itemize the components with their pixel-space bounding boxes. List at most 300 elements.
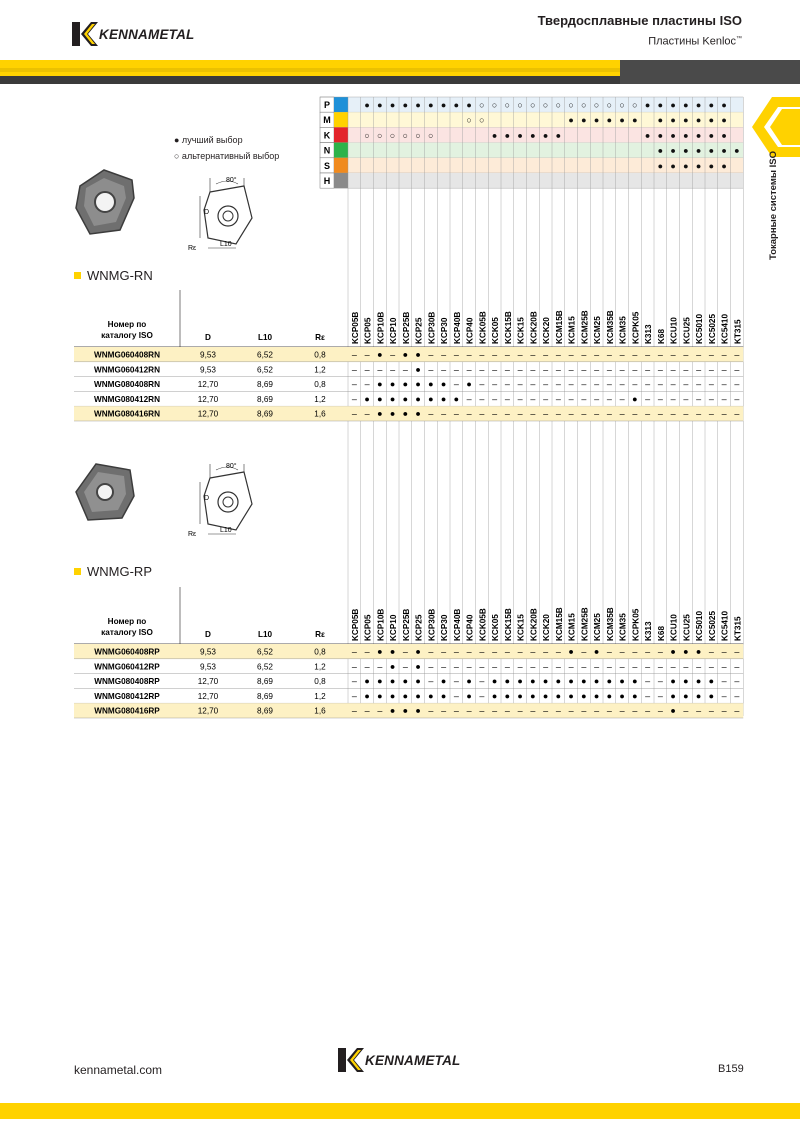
material-mark: ● [670,160,676,171]
grade-mark: – [594,408,600,419]
grade-mark: ● [402,379,409,390]
grade-mark: – [504,349,510,360]
grade-mark: ● [364,690,370,701]
material-mark: ● [695,100,702,110]
material-color-K [334,127,348,142]
grade-header-KCK05B: KCK05B [478,608,488,641]
grade-mark: – [504,393,510,404]
grade-mark: ● [606,676,613,687]
grade-header-KCM25B: KCM25B [580,310,590,344]
material-mark: ● [657,130,664,141]
page-subtitle: Пластины Kenloc™ [648,35,742,48]
grade-mark: ● [402,705,409,716]
material-mark: ● [708,160,715,171]
grade-mark: – [364,349,370,360]
grade-mark: – [657,393,663,404]
grade-mark: – [696,379,702,390]
grade-mark: – [453,646,459,657]
catalog-number: WNMG080412RP [94,691,160,701]
grade-mark: – [441,364,447,375]
grade-mark: ● [504,690,511,701]
grade-header-KCP10: KCP10 [389,317,399,344]
angle-label: 80° [226,463,237,470]
grade-mark: – [683,705,689,716]
kennametal-k-icon [338,1048,364,1072]
grade-mark: – [453,705,459,716]
grade-mark: – [555,393,561,404]
footer-url[interactable]: kennametal.com [74,1063,163,1077]
grade-mark: – [568,661,574,672]
grade-mark: – [708,408,714,419]
grade-mark: – [683,349,689,360]
grade-header-KCM15B: KCM15B [554,607,564,641]
grade-mark: – [568,364,574,375]
grade-mark: ● [593,646,600,657]
grade-mark: ● [453,393,460,404]
grade-mark: – [453,364,459,375]
grade-mark: – [657,379,663,390]
grade-header-KCU25: KCU25 [682,317,692,344]
grade-mark: ● [491,690,498,701]
grade-mark: ● [466,379,472,390]
grade-mark: – [428,408,434,419]
grade-mark: – [645,676,651,687]
grade-mark: – [351,379,357,390]
l10-value: 6,52 [257,647,273,657]
grade-mark: ● [415,661,421,672]
grade-header-KC5410: KC5410 [720,610,730,641]
grade-mark: – [453,676,459,687]
l10-value: 8,69 [257,409,273,419]
grade-mark: – [517,349,523,360]
grade-mark: – [402,364,408,375]
grade-mark: – [721,676,727,687]
grade-mark: – [670,364,676,375]
grade-header-KCM35: KCM35 [618,613,628,641]
grade-mark: – [364,408,370,419]
material-color-N [334,143,348,158]
grade-header-K313: K313 [644,621,654,641]
grade-mark: – [453,408,459,419]
grade-header-KCPK05: KCPK05 [631,608,641,641]
grade-header-KCP10B: KCP10B [376,608,386,641]
grade-mark: – [530,393,536,404]
l10-value: 6,52 [257,365,273,375]
material-color-P [334,97,348,112]
grade-mark: – [351,676,357,687]
grade-mark: – [632,661,638,672]
grade-mark: – [645,661,651,672]
l10-label: L10 [220,241,232,248]
grade-header-KCK20: KCK20 [542,317,552,344]
grade-mark: ● [670,646,676,657]
catalog-number: WNMG060408RP [94,647,160,657]
grade-mark: – [581,408,587,419]
grade-mark: – [721,349,727,360]
material-label-N: N [323,145,331,156]
grade-mark: – [504,364,510,375]
grade-header-KCM35B: KCM35B [605,310,615,344]
material-mark: ● [555,130,562,141]
material-mark: ● [491,130,498,141]
grade-header-KCK15B: KCK15B [503,608,513,641]
grade-mark: – [555,349,561,360]
re-value: 0,8 [314,380,326,390]
grade-mark: ● [683,690,689,701]
grade-mark: – [734,676,740,687]
material-mark: ● [542,130,549,141]
grade-mark: – [466,364,472,375]
grade-mark: – [721,379,727,390]
grade-mark: – [645,646,651,657]
material-label-H: H [323,176,331,186]
grade-mark: ● [619,690,625,701]
grade-mark: ● [593,676,600,687]
grade-mark: – [594,349,600,360]
grade-mark: – [517,393,523,404]
material-mark: ● [377,100,383,110]
grade-mark: ● [415,379,421,390]
material-mark: ● [695,115,702,126]
grade-header-KCM25: KCM25 [593,316,603,344]
material-mark: ● [695,130,702,141]
grade-mark: – [492,349,498,360]
grade-mark: – [670,408,676,419]
grade-mark: – [466,646,472,657]
grade-header-KCU25: KCU25 [682,614,692,641]
grade-mark: – [619,393,625,404]
material-mark: ● [708,100,715,110]
grade-mark: – [581,393,587,404]
grade-mark: ● [670,705,676,716]
grade-header-KCP05B: KCP05B [350,608,360,641]
catalog-number: WNMG080416RN [94,409,160,419]
grade-mark: ● [389,379,396,390]
grade-mark: – [619,364,625,375]
grade-mark: – [594,379,600,390]
grade-mark: – [657,705,663,716]
grade-mark: ● [632,690,638,701]
grade-header-KCK15: KCK15 [516,614,526,641]
grade-mark: – [351,646,357,657]
material-mark: ○ [364,130,370,141]
grade-mark: – [555,661,561,672]
material-mark: ● [670,115,676,126]
d-label: D [204,495,210,502]
grade-header-KCP40: KCP40 [465,614,475,641]
grade-mark: ● [389,705,396,716]
grade-mark: ● [389,393,396,404]
d-value: 12,70 [197,677,219,687]
grade-mark: – [581,661,587,672]
grade-header-KCP40B: KCP40B [452,311,462,344]
grade-mark: – [453,379,459,390]
grade-mark: – [555,705,561,716]
grade-mark: – [657,364,663,375]
grade-mark: – [517,661,523,672]
grade-mark: – [606,408,612,419]
material-mark: ● [721,130,727,141]
grade-mark: ● [377,408,383,419]
grade-mark: – [632,364,638,375]
grade-mark: ● [542,690,549,701]
grade-mark: – [504,646,510,657]
grade-mark: ● [517,676,523,687]
grade-mark: – [670,379,676,390]
catalog-number: WNMG080412RN [94,394,160,404]
grade-header-KC5025: KC5025 [707,610,717,641]
material-mark: ● [389,100,396,110]
grade-header-KCM15: KCM15 [567,613,577,641]
grade-header-K68: K68 [656,625,666,641]
material-mark: ● [657,115,664,126]
material-mark: ● [683,115,689,126]
material-label-P: P [323,100,331,110]
grade-header-KCK15: KCK15 [516,317,526,344]
l10-value: 8,69 [257,394,273,404]
material-mark: ● [708,145,715,156]
grade-mark: – [632,379,638,390]
grade-header-KCK20B: KCK20B [529,311,539,344]
grade-mark: – [683,408,689,419]
grade-mark: – [721,408,727,419]
catalog-number: WNMG060408RN [94,350,160,360]
grade-mark: – [568,379,574,390]
grade-mark: ● [402,393,409,404]
grade-header-KCP30B: KCP30B [427,608,437,641]
grade-mark: – [504,661,510,672]
material-mark: ● [606,115,613,126]
grade-mark: – [479,661,485,672]
grade-mark: – [453,349,459,360]
material-mark: ● [721,160,727,171]
re-value: 1,2 [314,691,326,701]
grade-mark: – [351,364,357,375]
grade-mark: – [530,705,536,716]
side-tab-label: Токарные системы ISO [768,151,779,260]
grade-mark: – [530,661,536,672]
grade-mark: ● [402,676,409,687]
grade-header-KT315: KT315 [733,319,743,344]
grade-mark: – [594,393,600,404]
re-value: 0,8 [314,677,326,687]
grade-mark: – [708,364,714,375]
material-mark: ● [683,100,689,110]
grade-mark: – [428,646,434,657]
grade-mark: – [479,393,485,404]
grade-header-K313: K313 [644,324,654,344]
grade-mark: – [466,349,472,360]
material-mark: ○ [479,100,485,110]
grade-mark: – [708,705,714,716]
grade-mark: ● [568,676,574,687]
grade-mark: – [632,349,638,360]
grade-header-KT315: KT315 [733,616,743,641]
material-mark: ○ [377,130,383,141]
grade-mark: – [581,364,587,375]
grade-mark: – [606,646,612,657]
grade-mark: – [428,676,434,687]
grade-mark: ● [415,646,421,657]
material-mark: ● [517,130,523,141]
grade-header-KCM15B: KCM15B [554,310,564,344]
re-label: Rε [188,245,197,252]
material-mark: ● [619,115,625,126]
grade-mark: – [619,661,625,672]
grade-header-KC5025: KC5025 [707,313,717,344]
grade-header-KC5010: KC5010 [695,313,705,344]
grade-mark: – [619,408,625,419]
grade-mark: – [683,379,689,390]
grade-mark: – [492,705,498,716]
grade-mark: – [453,690,459,701]
catalog-number: WNMG080416RP [94,706,160,716]
col-header-re: Rε [315,333,325,342]
grade-mark: ● [415,690,421,701]
grade-mark: – [402,661,408,672]
grade-mark: ● [402,690,409,701]
material-mark: ● [593,115,600,126]
grade-mark: ● [389,408,396,419]
l10-value: 8,69 [257,706,273,716]
grade-mark: ● [440,393,447,404]
grade-mark: – [696,661,702,672]
d-value: 9,53 [200,365,216,375]
d-value: 12,70 [197,380,219,390]
material-mark: ○ [593,100,600,110]
grade-mark: – [504,379,510,390]
grade-mark: ● [389,690,396,701]
grade-mark: – [555,408,561,419]
d-label: D [204,209,210,216]
grade-mark: ● [440,379,447,390]
grade-mark: ● [581,676,587,687]
grade-mark: – [670,393,676,404]
grade-mark: – [479,408,485,419]
material-mark: ● [695,160,702,171]
grade-mark: – [428,705,434,716]
d-value: 12,70 [197,706,219,716]
grade-mark: – [645,408,651,419]
grade-mark: – [492,661,498,672]
grade-mark: ● [504,676,511,687]
grade-mark: – [517,646,523,657]
grade-mark: ● [530,690,536,701]
grade-mark: ● [593,690,600,701]
grade-mark: – [606,661,612,672]
material-color-S [334,158,348,173]
grade-mark: – [581,349,587,360]
grade-mark: – [645,705,651,716]
grade-mark: – [351,705,357,716]
grade-mark: – [696,364,702,375]
grade-mark: – [466,393,472,404]
grade-mark: ● [695,676,702,687]
grade-header-KCP30: KCP30 [440,317,450,344]
material-mark: ● [721,145,727,156]
grade-mark: ● [542,676,549,687]
material-mark: ○ [415,130,421,141]
material-mark: ● [657,100,664,110]
col-header-l10: L10 [257,333,273,342]
grade-mark: ● [581,690,587,701]
grade-mark: – [606,349,612,360]
grade-mark: – [479,379,485,390]
grade-header-KCM25: KCM25 [593,613,603,641]
material-mark: ● [364,100,370,110]
material-mark: ○ [517,100,523,110]
grade-mark: – [492,408,498,419]
grade-mark: ● [568,690,574,701]
grade-mark: – [657,676,663,687]
grade-mark: – [721,661,727,672]
section-title-wnmg-rn: WNMG-RN [74,268,153,283]
grade-mark: – [581,705,587,716]
page-number: B159 [718,1063,744,1075]
material-mark: ● [683,160,689,171]
material-mark: ● [670,145,676,156]
grade-mark: – [504,705,510,716]
grade-mark: – [377,705,383,716]
col-header-l10: L10 [257,630,273,639]
grade-mark: – [594,705,600,716]
grade-mark: – [351,349,357,360]
col-header-catalog-2: каталогу ISO [101,331,153,340]
material-label-S: S [323,160,331,171]
grade-mark: – [479,705,485,716]
grade-mark: – [606,379,612,390]
grade-header-KCP05: KCP05 [363,317,373,344]
grade-mark: – [428,364,434,375]
grade-mark: – [517,364,523,375]
d-value: 12,70 [197,394,219,404]
material-mark: ○ [428,130,434,141]
grade-mark: ● [606,690,613,701]
grade-mark: – [543,646,549,657]
re-value: 1,6 [314,409,326,419]
grade-mark: – [683,364,689,375]
grade-header-KCP40B: KCP40B [452,608,462,641]
grade-mark: ● [428,690,434,701]
material-mark: ● [657,160,664,171]
material-mark: ● [644,130,651,141]
grade-mark: – [466,408,472,419]
grade-mark: ● [364,676,370,687]
grade-mark: – [619,646,625,657]
grade-mark: – [555,646,561,657]
page-title: Твердосплавные пластины ISO [537,13,742,28]
material-mark: ● [657,145,664,156]
col-header-catalog-1: Номер по [107,617,147,626]
grade-mark: – [619,705,625,716]
grade-mark: – [492,379,498,390]
grade-header-KC5410: KC5410 [720,313,730,344]
grade-mark: ● [377,676,383,687]
grade-header-KCM35: KCM35 [618,316,628,344]
grade-mark: – [708,393,714,404]
catalog-number: WNMG060412RN [94,365,160,375]
grade-mark: – [619,349,625,360]
grade-mark: – [568,349,574,360]
grade-mark: ● [708,690,715,701]
grade-mark: – [466,705,472,716]
col-header-re: Rε [315,630,325,639]
grade-mark: ● [428,393,434,404]
grade-mark: – [606,364,612,375]
grade-mark: – [364,364,370,375]
material-mark: ○ [466,115,472,126]
grade-mark: ● [389,676,396,687]
